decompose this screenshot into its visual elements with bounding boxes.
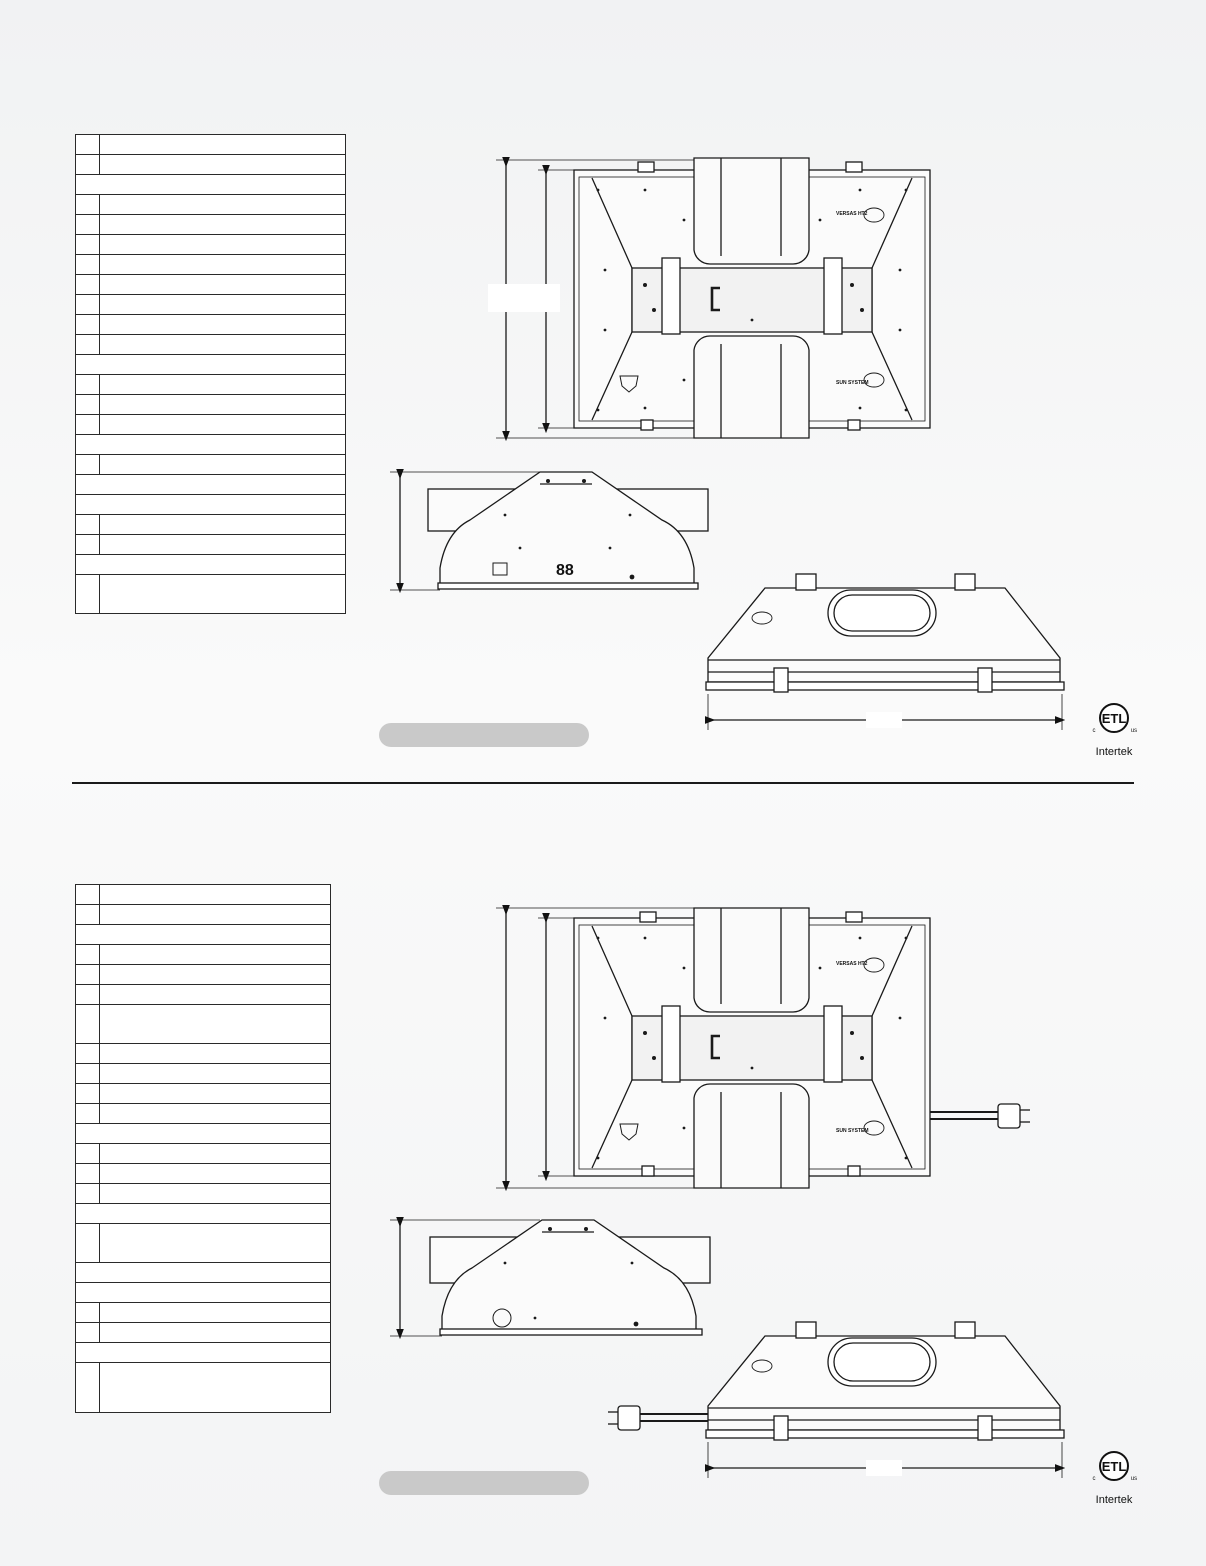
fixture-label: VERSAS HT2 [836, 961, 868, 967]
etl-c-tag: c [1092, 728, 1096, 734]
etl-certification-top [1086, 698, 1142, 758]
etl-mark-icon [1086, 1446, 1142, 1490]
side-view-bottom [390, 1220, 710, 1336]
etl-us-tag: us [1130, 728, 1138, 734]
side-view-top [390, 472, 708, 590]
intertek-brand: Intertek [1095, 746, 1133, 758]
etl-mark-text: ETL [1101, 1459, 1127, 1474]
display-digits: 88 [556, 562, 574, 579]
fixture-label: SUN SYSTEM [836, 380, 869, 386]
etl-c-tag: c [1092, 1476, 1096, 1482]
etl-mark-text: ETL [1101, 711, 1127, 726]
fixture-label: SUN SYSTEM [836, 1128, 869, 1134]
etl-certification-bottom [1086, 1446, 1142, 1506]
plan-view-bottom [496, 908, 1030, 1188]
front-view-top [706, 574, 1064, 730]
front-view-bottom [608, 1322, 1064, 1478]
caption-pill-top [379, 723, 589, 747]
section-divider [72, 782, 1134, 784]
etl-mark-icon [1086, 698, 1142, 742]
plan-view-top [488, 158, 930, 438]
etl-us-tag: us [1130, 1476, 1138, 1482]
caption-pill-bottom [379, 1471, 589, 1495]
fixture-label: VERSAS HT2 [836, 211, 868, 217]
intertek-brand: Intertek [1095, 1494, 1133, 1506]
